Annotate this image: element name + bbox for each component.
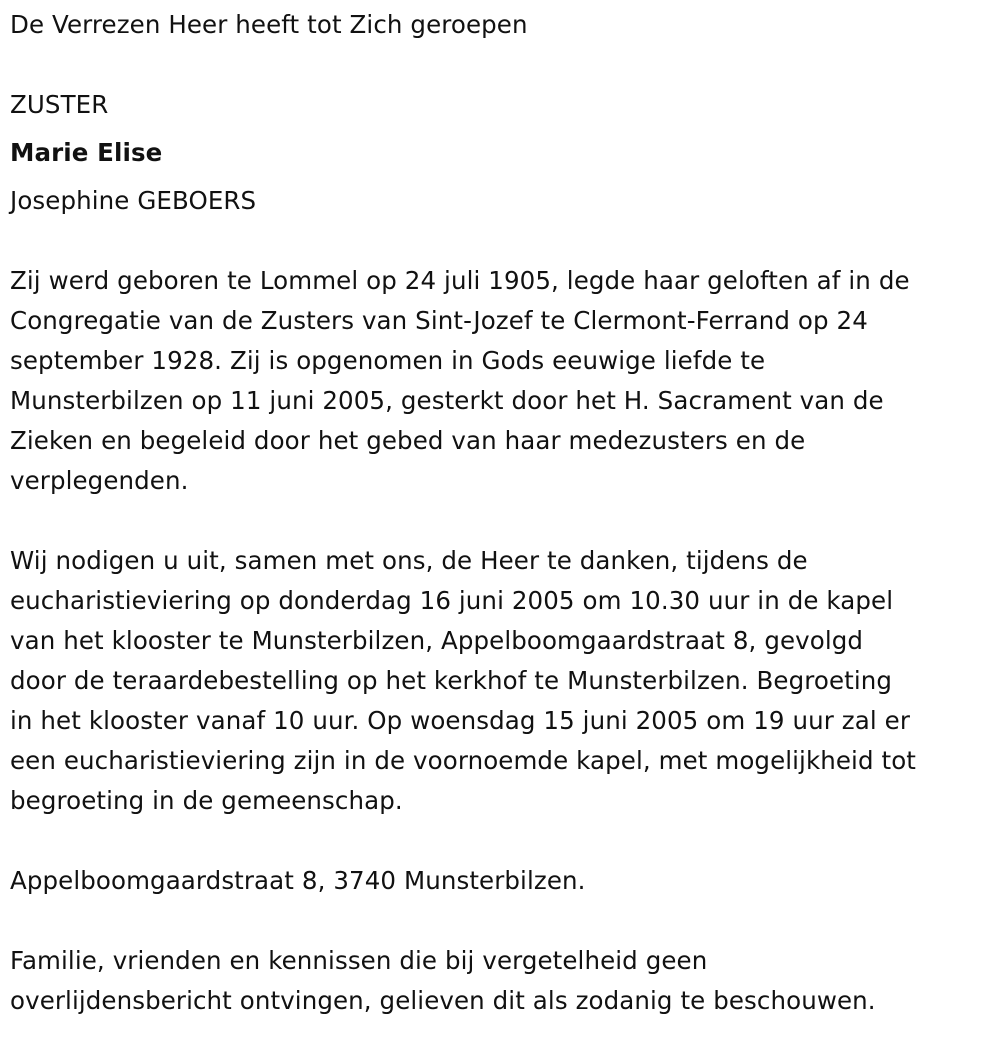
paragraph-line: Wij nodigen u uit, samen met ons, de Heer te danken, tijdens de <box>10 546 808 575</box>
paragraph-line: september 1928. Zij is opgenomen in Gods eeuwige liefde te <box>10 346 766 375</box>
address-paragraph <box>10 861 586 901</box>
paragraph-line: van het klooster te Munsterbilzen, Appelboomgaardstraat 8, gevolgd <box>10 626 864 655</box>
paragraph-line: overlijdensbericht ontvingen, gelieven dit als zodanig te beschouwen. <box>10 986 876 1015</box>
paragraph-line: een eucharistieviering zijn in de voornoemde kapel, met mogelijkheid tot <box>10 746 916 775</box>
notice-paragraph <box>10 941 876 1021</box>
paragraph-line: verplegenden. <box>10 466 189 495</box>
religious-name: Marie Elise <box>10 138 163 167</box>
invitation-paragraph <box>10 541 916 821</box>
paragraph-line: in het klooster vanaf 10 uur. Op woensdag 15 juni 2005 om 19 uur zal er <box>10 706 910 735</box>
address-text: Appelboomgaardstraat 8, 3740 Munsterbilzen. <box>10 866 586 895</box>
paragraph-line: Congregatie van de Zusters van Sint-Jozef te Clermont-Ferrand op 24 <box>10 306 868 335</box>
title-text: ZUSTER <box>10 90 109 119</box>
paragraph-line: eucharistieviering op donderdag 16 juni 2005 om 10.30 uur in de kapel <box>10 586 894 615</box>
intro-text: De Verrezen Heer heeft tot Zich geroepen <box>10 10 528 39</box>
paragraph-line: Zij werd geboren te Lommel op 24 juli 1905, legde haar geloften af in de <box>10 266 910 295</box>
paragraph-line: door de teraardebestelling op het kerkhof te Munsterbilzen. Begroeting <box>10 666 893 695</box>
biography-paragraph <box>10 261 910 501</box>
paragraph-line: begroeting in de gemeenschap. <box>10 786 403 815</box>
paragraph-line: Familie, vrienden en kennissen die bij vergetelheid geen <box>10 946 708 975</box>
paragraph-line: Zieken en begeleid door het gebed van haar medezusters en de <box>10 426 806 455</box>
civil-name: Josephine GEBOERS <box>10 186 257 215</box>
paragraph-line: Munsterbilzen op 11 juni 2005, gesterkt door het H. Sacrament van de <box>10 386 884 415</box>
